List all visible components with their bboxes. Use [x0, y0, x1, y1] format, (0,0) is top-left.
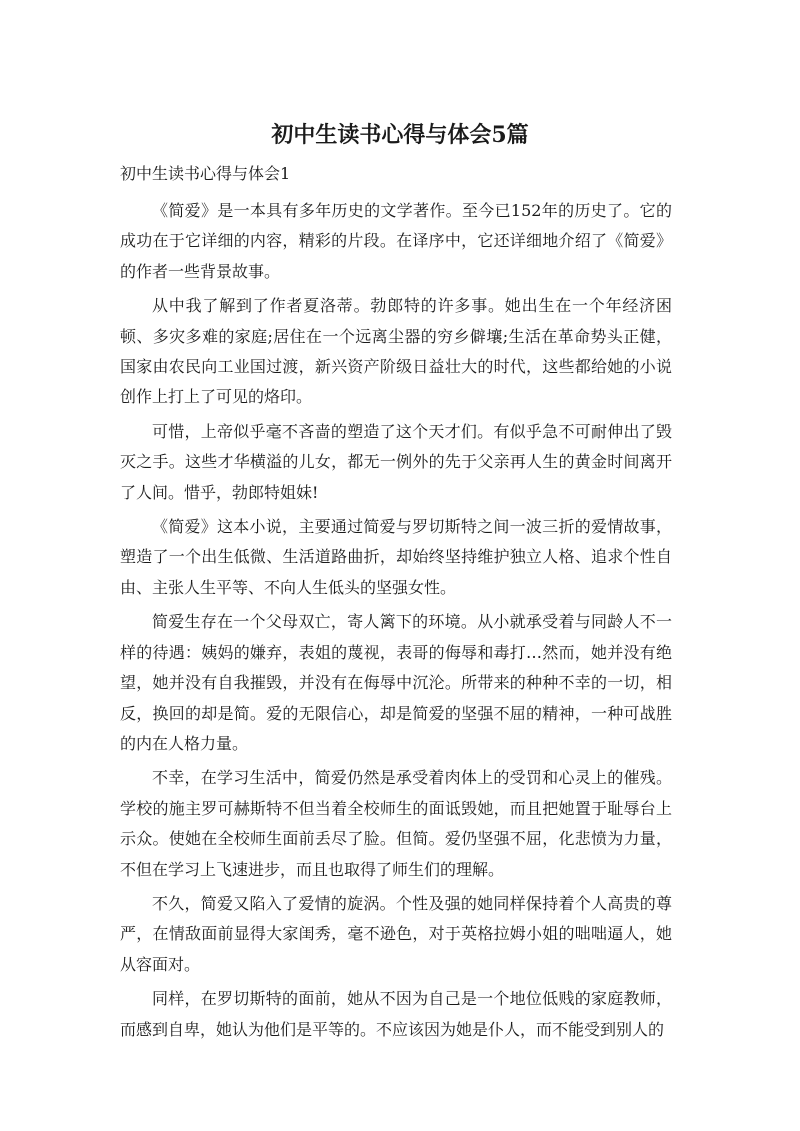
paragraph: 《简爱》这本小说，主要通过简爱与罗切斯特之间一波三折的爱情故事，塑造了一个出生低微、生活道路曲折，却始终坚持维护独立人格、追求个性自由、主张人生平等、不向人生低头的坚强女性。	[120, 517, 672, 597]
paragraph: 《简爱》是一本具有多年历史的文学著作。至今已152年的历史了。它的成功在于它详细的内容，精彩的片段。在译序中，它还详细地介绍了《简爱》的作者一些背景故事。	[120, 201, 672, 281]
paragraph: 简爱生存在一个父母双亡，寄人篱下的环境。从小就承受着与同龄人不一样的待遇：姨妈的嫌弃，表姐的蔑视，表哥的侮辱和毒打…然而，她并没有绝望，她并没有自我摧毁，并没有在侮辱中沉沦。所带来的种种不幸的一切，相反，换回的却是简。爱的无限信心，却是简爱的坚强不屈的精神，一种可战胜的内在人格力量。	[120, 612, 672, 753]
paragraph: 不幸，在学习生活中，简爱仍然是承受着肉体上的受罚和心灵上的催残。学校的施主罗可赫斯特不但当着全校师生的面诋毁她，而且把她置于耻辱台上示众。使她在全校师生面前丢尽了脸。但简。爱仍坚强不屈，化悲愤为力量，不但在学习上飞速进步，而且也取得了师生们的理解。	[120, 768, 672, 879]
paragraph: 不久，简爱又陷入了爱情的旋涡。个性及强的她同样保持着个人高贵的尊严，在情敌面前显得大家闺秀，毫不逊色，对于英格拉姆小姐的咄咄逼人，她从容面对。	[120, 893, 672, 974]
paragraph: 同样，在罗切斯特的面前，她从不因为自己是一个地位低贱的家庭教师，而感到自卑，她认为他们是平等的。不应该因为她是仆人，而不能受到别人的	[120, 989, 672, 1039]
paragraph: 从中我了解到了作者夏洛蒂。勃郎特的许多事。她出生在一个年经济困顿、多灾多难的家庭;居住在一个远离尘器的穷乡僻壤;生活在革命势头正健，国家由农民向工业国过渡，新兴资产阶级日益壮大的时代，这些都给她的小说创作上打上了可见的烙印。	[120, 296, 672, 407]
paragraph: 可惜，上帝似乎毫不吝啬的塑造了这个天才们。有似乎急不可耐伸出了毁灭之手。这些才华横溢的儿女，都无一例外的先于父亲再人生的黄金时间离开了人间。惜乎，勃郎特姐妹!	[120, 421, 672, 502]
section-heading: 初中生读书心得与体会1	[120, 164, 291, 183]
document-body	[120, 196, 672, 1049]
document-title: 初中生读书心得与体会5篇	[271, 122, 529, 148]
